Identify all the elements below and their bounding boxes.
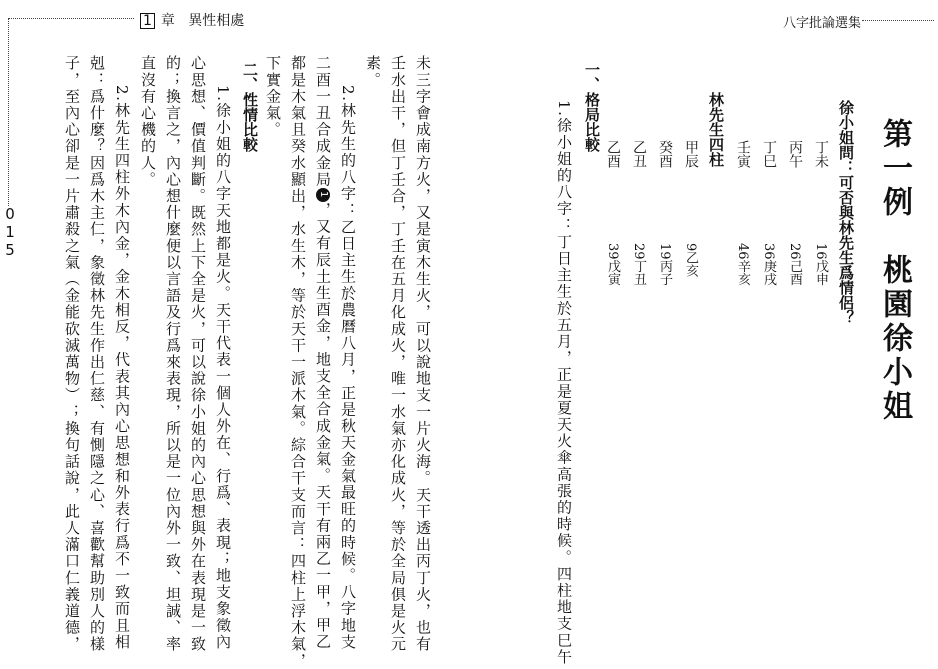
body-line: 2.林先生的八字：乙日主生於農曆八月，正是秋天金氣最旺的時候。八字地支 [339, 85, 357, 651]
header-rule-left [8, 18, 134, 19]
xu-pillar-3: 丁巳 [761, 140, 777, 168]
body-line: 未三字會成南方火，又是寅木生火，可以說地支一片火海。天干透出丙丁火，也有 [414, 55, 432, 653]
body-line: 1.徐小姐的八字天地都是火。天干代表一個人外在、行爲、表現；地支象徵內 [214, 85, 232, 651]
lin-luck-4: 39戊寅 [605, 243, 620, 286]
body-line: 剋：爲什麼？因爲木主仁，象徵林先生作出仁慈、有惻隱之心、喜歡幫助別人的樣 [88, 55, 106, 653]
chapter-number-box: 1 [140, 13, 155, 29]
lin-pillar-3: 乙丑 [631, 140, 647, 168]
lin-pillar-4: 乙酉 [605, 140, 621, 168]
body-line: 都是木氣且癸水顯出，水生木，等於天干一派木氣。綜合干支而言：四柱上浮木氣， [289, 55, 307, 669]
header-rule-right [862, 20, 934, 21]
footnote-marker: 1 [316, 188, 330, 202]
page-number: 015 [1, 205, 19, 259]
body-line: 下實金氣。 [264, 55, 282, 138]
body-line: 素。 [364, 55, 382, 89]
xu-pillar-1: 丁未 [813, 140, 829, 168]
body-line: 2.林先生四柱外木內金，金木相反，代表其內心思想和外表行爲不一致而且相 [113, 85, 131, 651]
lin-luck-2: 19丙子 [657, 243, 672, 286]
page-title: 第一例 桃園徐小姐 [877, 118, 912, 424]
lin-pillar-2: 癸酉 [657, 140, 673, 168]
lin-pillar-1: 甲辰 [683, 140, 699, 168]
chapter-label: 章 [160, 13, 175, 29]
xu-luck-1: 16戊申 [813, 243, 828, 286]
body-text: 二酉一丑合成金局 [314, 55, 332, 188]
body-line: 的；換言之，內心想什麼便以言語及行爲來表現，所以是一位內外一致、坦誠、率 [164, 55, 182, 653]
body-line: 直沒有心機的人。 [139, 55, 157, 188]
body-line: 子，至內心卻是一片肅殺之氣（金能砍滅萬物）；換句話說，此人滿口仁義道德， [63, 55, 81, 653]
lin-luck-3: 29丁丑 [631, 243, 646, 286]
body-line: 心思想、價值判斷。既然上下全是火，可以說徐小姐的內心思想與外在表現是一致 [189, 55, 207, 653]
section-heading-structure: 一、格局比較 [583, 62, 601, 152]
body-line [315, 55, 330, 650]
body-text: ，又有辰土生酉金，地支全合成金氣。天干有兩乙一甲，甲乙 [314, 201, 332, 651]
lin-luck-1: 9乙亥 [683, 243, 698, 278]
xu-luck-3: 36庚戌 [761, 243, 776, 286]
chapter-header [140, 10, 244, 30]
xu-luck-2: 26己酉 [787, 243, 802, 286]
chapter-title: 異性相處 [188, 13, 245, 29]
xu-pillar-4: 壬寅 [735, 140, 751, 168]
body-line: 1.徐小姐的八字：丁日主生於五月，正是夏天火傘高張的時候。四柱地支巳午 [555, 100, 573, 666]
margin-rule-left [8, 18, 9, 206]
lin-pillars-heading: 林先生四柱 [707, 92, 725, 167]
xu-pillar-2: 丙午 [787, 140, 803, 168]
body-line: 壬水出干，但丁壬合，丁壬在五月化成火，唯一水氣亦化成火，等於全局俱是火元 [389, 55, 407, 653]
xu-luck-4: 46辛亥 [735, 243, 750, 286]
question-line: 徐小姐問：可否與林先生爲情侶？ [837, 100, 855, 325]
section-heading-personality: 二、性情比較 [241, 62, 259, 152]
book-title-header: 八字批論選集 [783, 16, 862, 31]
